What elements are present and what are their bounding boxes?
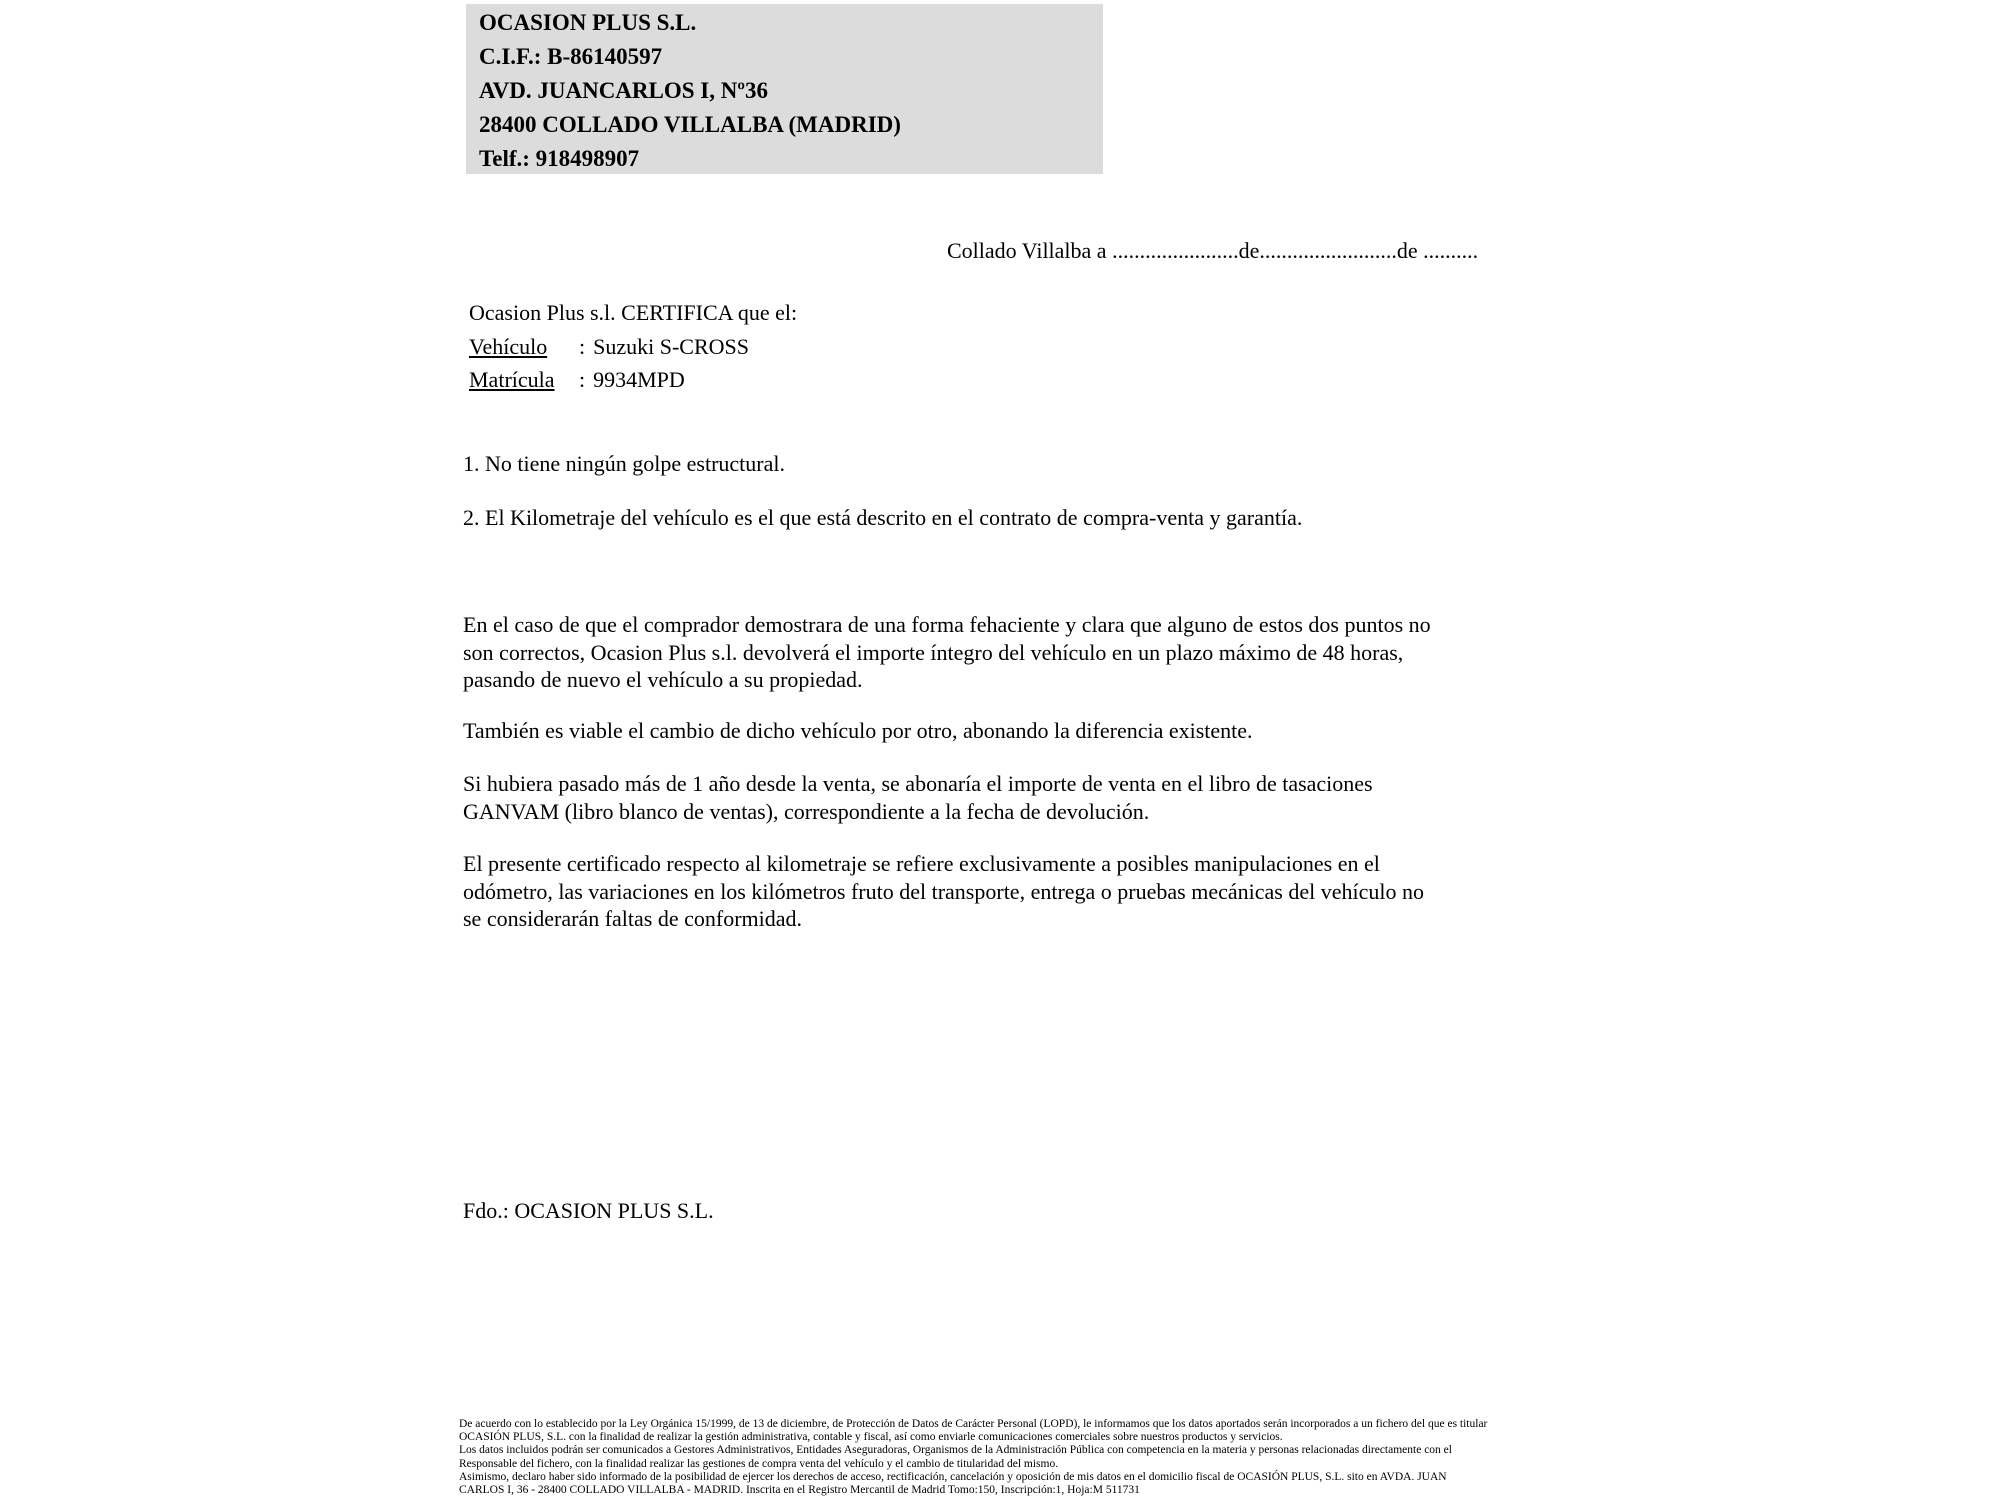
paragraph-line: En el caso de que el comprador demostrara de una forma fehaciente y clara que alguno de estos dos puntos no (463, 612, 1431, 637)
legal-line: OCASIÓN PLUS, S.L. con la finalidad de realizar la gestión administrativa, contable y fiscal, así como enviarle comunicaciones comerciales sobre nuestros productos y servicios. (459, 1431, 1283, 1444)
legal-line: De acuerdo con lo establecido por la Ley Orgánica 15/1999, de 13 de diciembre, de Protección de Datos de Carácter Personal (LOPD), le informamos que los datos aportados serán incorporados a un fichero del que es titular (459, 1418, 1488, 1430)
plate-field-value: 9934MPD (593, 367, 685, 392)
legal-line: Asimismo, declaro haber sido informado de la posibilidad de ejercer los derechos de acceso, rectificación, cancelación y oposición de mis datos en el domicilio fiscal de OCASIÓN PLUS, S.L. sito en AVDA. JUAN (459, 1470, 1447, 1483)
signature-line: Fdo.: OCASION PLUS S.L. (463, 1198, 714, 1223)
company-postal-city: 28400 COLLADO VILLALBA (MADRID) (479, 112, 901, 137)
plate-field-label: Matrícula (469, 367, 555, 392)
company-phone: Telf.: 918498907 (479, 146, 640, 171)
company-name: OCASION PLUS S.L. (479, 10, 697, 35)
certification-intro: Ocasion Plus s.l. CERTIFICA que el: (469, 300, 798, 325)
plate-field-row (469, 367, 685, 393)
company-address: AVD. JUANCARLOS I, Nº36 (479, 78, 768, 103)
legal-footer (459, 1418, 1487, 1497)
place-date-line: Collado Villalba a .......................de.........................de .......... (947, 238, 1479, 263)
paragraph-odometer (463, 850, 1424, 933)
paragraph-line: se considerarán faltas de conformidad. (463, 906, 803, 931)
point-1: 1. No tiene ningún golpe estructural. (463, 451, 785, 476)
plate-field-rest (579, 367, 685, 393)
plate-field-separator: : (579, 367, 586, 392)
company-header-box (466, 4, 1103, 174)
paragraph-line: odómetro, las variaciones en los kilómetros fruto del transporte, entrega o pruebas mecánicas del vehículo no (463, 878, 1424, 904)
legal-line: CARLOS I, 36 - 28400 COLLADO VILLALBA - MADRID. Inscrita en el Registro Mercantil de Madrid Tomo:150, Inscripción:1, Hoja:M 511731 (459, 1484, 1140, 1497)
vehicle-field-label: Vehículo (469, 334, 548, 359)
paragraph-line: Si hubiera pasado más de 1 año desde la venta, se abonaría el importe de venta en el libro de tasaciones (463, 771, 1373, 796)
paragraph-line: GANVAM (libro blanco de ventas), correspondiente a la fecha de devolución. (463, 798, 1150, 824)
vehicle-field-rest (579, 334, 749, 360)
legal-line: Responsable del fichero, con la finalidad realizar las gestiones de compra venta del vehículo y el cambio de titularidad del mismo. (459, 1457, 1059, 1470)
paragraph-ganvam (463, 770, 1373, 825)
vehicle-field-value: Suzuki S-CROSS (593, 334, 750, 359)
point-2: 2. El Kilometraje del vehículo es el que está descrito en el contrato de compra-venta y garantía. (463, 505, 1303, 530)
paragraph-line: El presente certificado respecto al kilometraje se refiere exclusivamente a posibles manipulaciones en el (463, 851, 1380, 876)
paragraph-exchange (463, 717, 1253, 745)
paragraph-line: son correctos, Ocasion Plus s.l. devolverá el importe íntegro del vehículo en un plazo máximo de 48 horas, (463, 639, 1404, 665)
company-cif: C.I.F.: B-86140597 (479, 44, 663, 69)
vehicle-field-separator: : (579, 334, 586, 359)
paragraph-refund (463, 611, 1431, 694)
paragraph-line: También es viable el cambio de dicho vehículo por otro, abonando la diferencia existente. (463, 718, 1253, 743)
vehicle-field-row (469, 334, 750, 360)
legal-line: Los datos incluidos podrán ser comunicados a Gestores Administrativos, Entidades Aseguradoras, Organismos de la Administración Pública con competencia en la materia y personas relacionadas directamente con el (459, 1444, 1452, 1457)
paragraph-line: pasando de nuevo el vehículo a su propiedad. (463, 667, 863, 692)
